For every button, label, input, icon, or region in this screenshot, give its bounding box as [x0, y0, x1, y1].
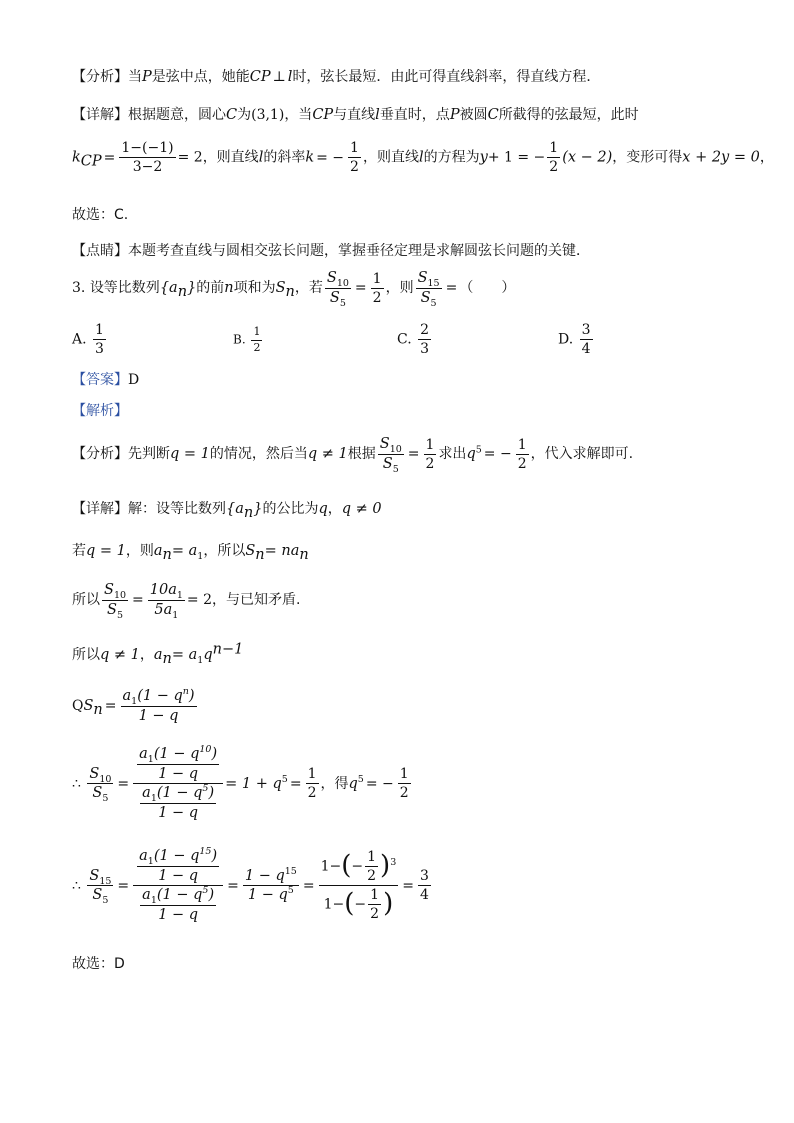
answer-value: D [128, 372, 140, 388]
derivation-s10: ∴ $\frac{S_{10}}{S_5}$ = $\frac{\frac{a_1(1 - q^{10})}{1 - q}}{\frac{a_1(1 - q^5)}{1 - q}}$ = $1 + q^5$ = $\frac{1}{2}$ ，得$q^5$ = − $\frac{1}{2}$ [72, 744, 409, 822]
option-a[interactable]: A. $\frac{1}{3}$ [72, 322, 104, 358]
derivation-s15: ∴ $\frac{S_{15}}{S_5}$ = $\frac{\frac{a_1(1 - q^{15})}{1 - q}}{\frac{a_1(1 - q^5)}{1 - q}}$ = $\frac{1 - q^{15}}{1 - q^5}$ = 1−(− $\frac{1}{2}$ )$^3$ 1−(− $\frac{1}{2}$ ) = $\frac{3}{4}$ [72, 846, 429, 924]
contradiction-line: 所以 $\frac{S_{10}}{S_5}$ = $\frac{10a_1}{5a_1}$ = 2，与已知矛盾. [72, 582, 301, 621]
choice-line-2: 故选：D [72, 956, 125, 972]
answer-line [72, 369, 139, 389]
slope-fraction: $\frac{1-(-1)}{3-2}$ [121, 140, 174, 176]
sum-formula-line: $QS_n$ = $\frac{a_1(1 - q^n)}{1 - q}$ [72, 686, 195, 724]
remark-label: 【点睛】 [72, 243, 128, 259]
question-3: 3. 设等比数列$\{a_n\}$的前n项和为$S_n$，若 $\frac{S_{10}}{S_5}$ = $\frac{1}{2}$ ，则 $\frac{S_{15}}{S_5}$ = （ ） [72, 270, 516, 309]
case-q-not-1: 所以q ≠ 1，$a_n= a_1q^{n-1}$ [72, 641, 244, 667]
analysis-label: 【分析】 [72, 69, 128, 85]
detail-label: 【详解】 [72, 107, 128, 123]
analysis-line-1: 【分析】当P是弦中点，她能CP ⊥ l时，弦长最短．由此可得直线斜率，得直线方程． [72, 69, 601, 85]
choice-line-1: 故选：C. [72, 207, 129, 223]
detail-line-1: 【详解】根据题意，圆心C为(3,1)，当CP与直线l垂直时，点P被圆C所截得的弦最短，此时 [72, 107, 639, 123]
answer-label: 【答案】 [72, 372, 128, 388]
detail-line-2: 【详解】解：设等比数列$\{a_n\}$的公比为q，q ≠ 0 [72, 501, 382, 521]
explanation-label: 【解析】 [72, 403, 128, 419]
case-q-equals-1: 若q = 1，则$a_n= a_1$，所以$S_n= na_n$ [72, 543, 309, 563]
option-c[interactable]: C. $\frac{2}{3}$ [397, 322, 430, 358]
remark-line: 【点睛】本题考查直线与圆相交弦长问题，掌握垂径定理是求解圆弦长问题的关键． [72, 243, 590, 259]
slope-formula-line: $k_{CP}$ = $\frac{1-(-1)}{3-2}$ = 2，则直线l的斜率k = − $\frac{1}{2}$ ，则直线l的方程为y+ 1 = − $\frac{1}{2}$ (x − 2)，变形可得x + 2y = 0， [72, 140, 774, 176]
option-b[interactable]: B. $\frac{1}{2}$ [233, 325, 261, 354]
analysis-line-2: 【分析】先判断q = 1的情况，然后当q ≠ 1根据 $\frac{S_{10}}{S_5}$ = $\frac{1}{2}$ 求出$q^5$ = − $\frac{1}{2}$ ，代入求解即可. [72, 436, 634, 475]
option-d[interactable]: D. $\frac{3}{4}$ [558, 322, 591, 358]
